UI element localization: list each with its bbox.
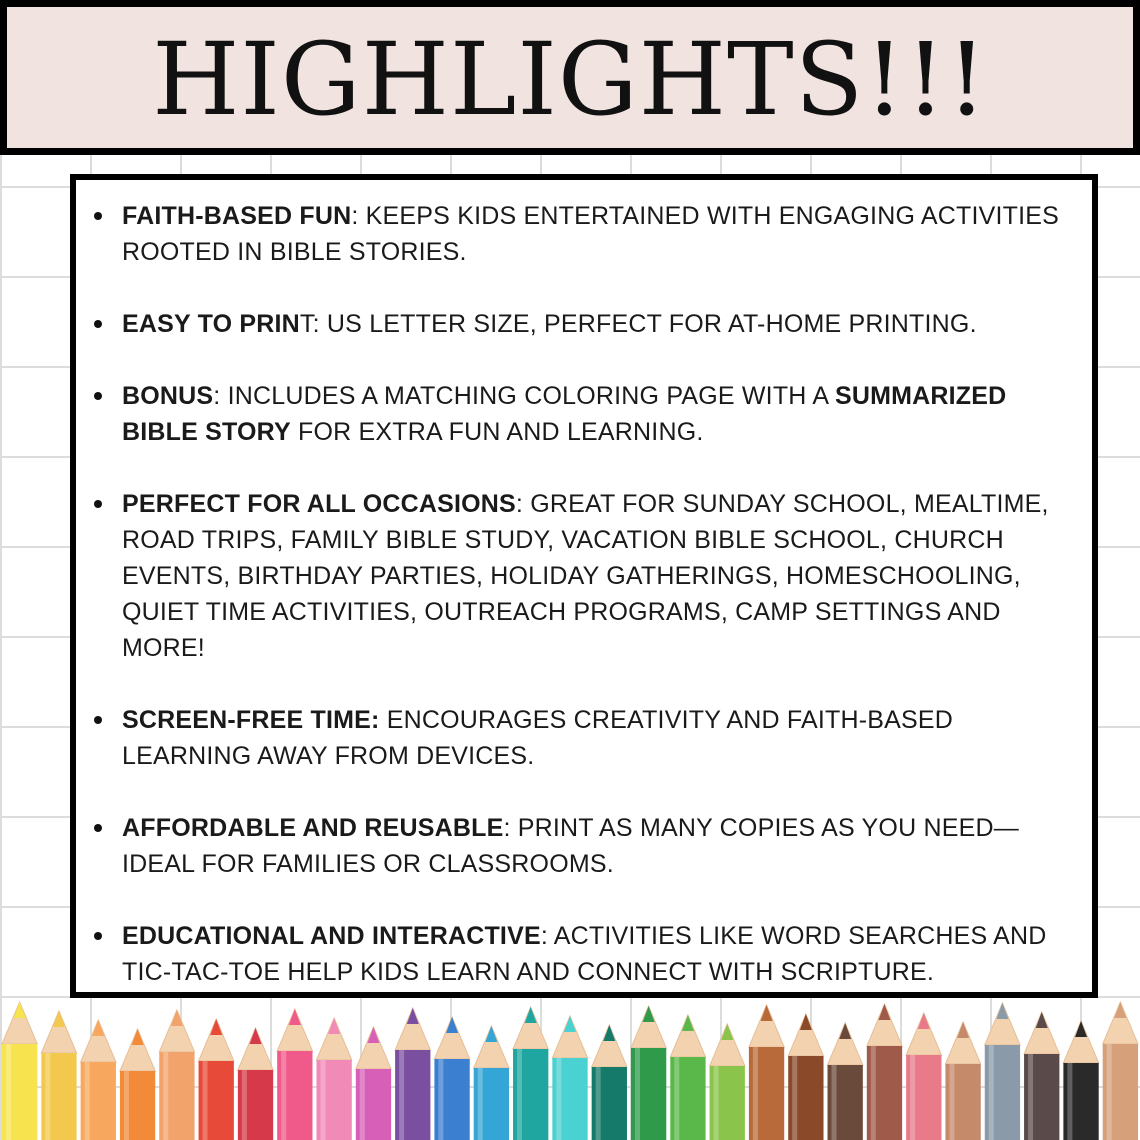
bullet-icon <box>94 932 102 940</box>
pencil <box>670 1015 705 1140</box>
list-item <box>116 810 1072 882</box>
item-heading: EASY TO PRIN <box>122 310 300 338</box>
bullet-icon <box>94 824 102 832</box>
item-text: : GREAT FOR SUNDAY SCHOOL, MEALTIME, ROAD TRIPS, FAMILY BIBLE STUDY, VACATION BIBLE SCHOOL, CHURCH EVENTS, BIRTHDAY PARTIES, HOLIDAY GATHERINGS, HOMESCHOOLING, QUIET TIME ACTIVITIES, OUTREACH PROGRAMS, CAMP SETTINGS AND MORE! <box>122 490 1049 662</box>
pencil <box>434 1017 469 1140</box>
pencil <box>1024 1012 1059 1140</box>
item-text: : PRINT AS MANY COPIES AS YOU NEED—IDEAL FOR FAMILIES OR CLASSROOMS. <box>122 814 1019 878</box>
item-text: ENCOURAGES CREATIVITY AND FAITH-BASED LEARNING AWAY FROM DEVICES. <box>122 706 954 770</box>
pencil <box>395 1008 430 1140</box>
pencil <box>513 1007 548 1140</box>
list-item <box>116 918 1072 990</box>
item-text: T: US LETTER SIZE, PERFECT FOR AT-HOME PRINTING. <box>299 310 977 338</box>
pencil <box>788 1014 823 1140</box>
pencil <box>906 1013 941 1140</box>
highlights-panel <box>70 174 1098 998</box>
pencil <box>120 1029 155 1140</box>
pencil <box>277 1009 312 1140</box>
pencil <box>199 1019 234 1140</box>
list-item <box>116 486 1072 666</box>
item-text: : ACTIVITIES LIKE WORD SEARCHES AND TIC-TAC-TOE HELP KIDS LEARN AND CONNECT WITH SCRIPTURE. <box>122 922 1047 986</box>
bullet-icon <box>94 212 102 220</box>
bullet-icon <box>94 392 102 400</box>
pencil <box>592 1025 627 1140</box>
item-text: FOR EXTRA FUN AND LEARNING. <box>290 418 704 446</box>
pencil <box>631 1006 666 1140</box>
pencil <box>552 1016 587 1140</box>
pencil <box>2 1002 37 1140</box>
pencil <box>1103 1002 1138 1140</box>
item-heading: FAITH-BASED FUN <box>122 202 352 230</box>
colored-pencils-image <box>0 998 1140 1140</box>
pencil <box>867 1004 902 1140</box>
bullet-icon <box>94 320 102 328</box>
pencil <box>945 1022 980 1140</box>
item-text: : INCLUDES A MATCHING COLORING PAGE WITH A <box>213 382 835 410</box>
bullet-icon <box>94 500 102 508</box>
item-heading: BONUS <box>122 382 214 410</box>
pencil <box>985 1003 1020 1140</box>
pencil <box>41 1011 76 1140</box>
item-emphasis: SUMMARIZED BIBLE STORY <box>122 382 1007 446</box>
item-text: : KEEPS KIDS ENTERTAINED WITH ENGAGING ACTIVITIES ROOTED IN BIBLE STORIES. <box>122 202 1059 266</box>
pencil <box>1063 1021 1098 1140</box>
pencil <box>828 1023 863 1140</box>
highlights-list <box>76 180 1092 990</box>
item-heading: SCREEN-FREE TIME: <box>122 706 380 734</box>
pencil <box>238 1028 273 1140</box>
list-item <box>116 198 1072 270</box>
item-heading: PERFECT FOR ALL OCCASIONS <box>122 490 516 518</box>
item-heading: EDUCATIONAL AND INTERACTIVE <box>122 922 541 950</box>
pencil <box>710 1024 745 1140</box>
pencil <box>81 1020 116 1140</box>
header-banner <box>0 0 1140 155</box>
item-heading: AFFORDABLE AND REUSABLE <box>122 814 504 842</box>
pencil <box>159 1010 194 1140</box>
pencil <box>474 1026 509 1140</box>
pencil <box>316 1018 351 1140</box>
page-title: HIGHLIGHTS!!! <box>152 20 988 138</box>
list-item <box>116 702 1072 774</box>
pencil <box>749 1005 784 1140</box>
list-item <box>116 378 1072 450</box>
list-item <box>116 306 1072 342</box>
pencil <box>356 1027 391 1140</box>
bullet-icon <box>94 716 102 724</box>
